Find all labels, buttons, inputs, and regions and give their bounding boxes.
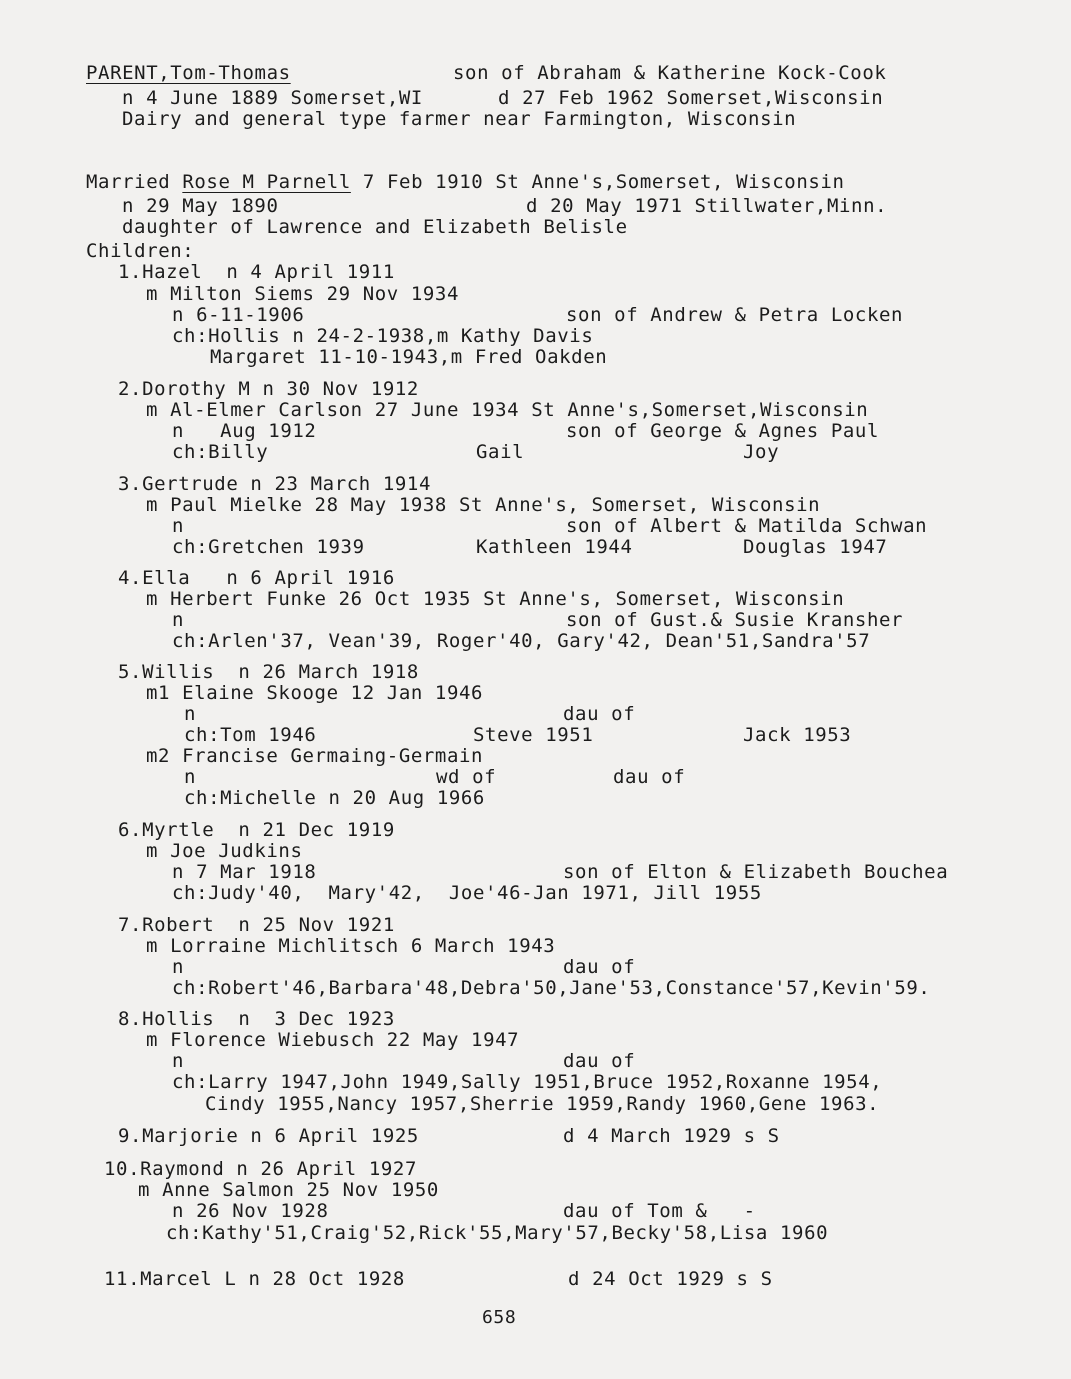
child-8-marriage: m Florence Wiebusch 22 May 1947 <box>146 1029 520 1051</box>
child-8-children: ch:Larry 1947,John 1949,Sally 1951,Bruce 1952,Roxanne 1954, <box>172 1071 883 1093</box>
child-11-name: 11.Marcel L n 28 Oct 1928 <box>104 1268 405 1290</box>
child-2-spouse-parents: son of George & Agnes Paul <box>566 420 880 442</box>
child-9-name: 9.Marjorie n 6 April 1925 <box>118 1125 419 1147</box>
child-2-name: 2.Dorothy M n 30 Nov 1912 <box>118 378 419 400</box>
child-5-name: 5.Willis n 26 March 1918 <box>118 661 419 683</box>
child-4-spouse-birth: n <box>172 609 185 631</box>
child-5-spouse-2-birth: n <box>184 766 197 788</box>
child-1-spouse-parents: son of Andrew & Petra Locken <box>566 304 904 326</box>
child-7-marriage: m Lorraine Michlitsch 6 March 1943 <box>146 935 556 957</box>
child-4-name: 4.Ella n 6 April 1916 <box>118 567 395 589</box>
child-6-marriage: m Joe Judkins <box>146 840 303 862</box>
child-3-child-c: Douglas 1947 <box>743 536 888 558</box>
spouse-birth: n 29 May 1890 <box>122 195 279 217</box>
child-5-child-b: Steve 1951 <box>473 724 594 746</box>
child-7-name: 7.Robert n 25 Nov 1921 <box>118 914 395 936</box>
child-7-spouse-birth: n <box>172 956 185 978</box>
child-6-spouse-birth: n 7 Mar 1918 <box>172 861 317 883</box>
child-1-children-cont: Margaret 11-10-1943,m Fred Oakden <box>210 346 608 368</box>
child-2-child-b: Gail <box>476 441 525 463</box>
subject-birth: n 4 June 1889 Somerset,WI <box>122 87 423 109</box>
child-5-spouse-1-parents: dau of <box>563 703 636 725</box>
child-5-marriage-1: m1 Elaine Skooge 12 Jan 1946 <box>146 682 484 704</box>
child-4-children: ch:Arlen'37, Vean'39, Roger'40, Gary'42, Dean'51,Sandra'57 <box>172 630 871 652</box>
child-3-spouse-parents: son of Albert & Matilda Schwan <box>566 515 928 537</box>
subject-death: d 27 Feb 1962 Somerset,Wisconsin <box>498 87 884 109</box>
page-number: 658 <box>482 1307 517 1328</box>
child-2-child-a: ch:Billy <box>172 441 269 463</box>
child-7-children: ch:Robert'46,Barbara'48,Debra'50,Jane'53,Constance'57,Kevin'59. <box>172 977 931 999</box>
spouse-parents: daughter of Lawrence and Elizabeth Belisle <box>122 216 628 238</box>
child-5-spouse-2-widow: wd of <box>436 766 497 788</box>
child-3-name: 3.Gertrude n 23 March 1914 <box>118 473 432 495</box>
child-1-spouse-birth: n 6-11-1906 <box>172 304 305 326</box>
child-3-child-b: Kathleen 1944 <box>476 536 633 558</box>
children-heading: Children: <box>86 240 195 262</box>
child-6-spouse-parents: son of Elton & Elizabeth Bouchea <box>563 861 949 883</box>
child-2-marriage: m Al-Elmer Carlson 27 June 1934 St Anne's,Somerset,Wisconsin <box>146 399 869 421</box>
spouse-name: Rose M Parnell <box>182 171 351 193</box>
child-8-children-cont: Cindy 1955,Nancy 1957,Sherrie 1959,Randy 1960,Gene 1963. <box>205 1093 880 1115</box>
child-6-name: 6.Myrtle n 21 Dec 1919 <box>118 819 395 841</box>
child-3-child-a: ch:Gretchen 1939 <box>172 536 365 558</box>
child-8-spouse-parents: dau of <box>563 1050 636 1072</box>
spouse-death: d 20 May 1971 Stillwater,Minn. <box>526 195 888 217</box>
marriage-details: 7 Feb 1910 St Anne's,Somerset, Wisconsin <box>362 171 845 193</box>
child-8-spouse-birth: n <box>172 1050 185 1072</box>
subject-occupation: Dairy and general type farmer near Farmington, Wisconsin <box>122 108 797 130</box>
child-3-spouse-birth: n <box>172 515 185 537</box>
child-5-spouse-2-parents: dau of <box>613 766 686 788</box>
child-5-marriage-2: m2 Francise Germaing-Germain <box>146 745 484 767</box>
subject-name: PARENT,Tom-Thomas <box>86 62 291 84</box>
child-4-spouse-parents: son of Gust.& Susie Kransher <box>566 609 904 631</box>
child-10-spouse-parents: dau of Tom & - <box>563 1200 756 1222</box>
child-5-children-2: ch:Michelle n 20 Aug 1966 <box>184 787 485 809</box>
child-9-death: d 4 March 1929 s S <box>563 1125 780 1147</box>
child-5-child-a: ch:Tom 1946 <box>184 724 317 746</box>
child-10-spouse-birth: n 26 Nov 1928 <box>172 1200 329 1222</box>
child-2-spouse-birth: n Aug 1912 <box>172 420 317 442</box>
child-8-name: 8.Hollis n 3 Dec 1923 <box>118 1008 395 1030</box>
child-6-children: ch:Judy'40, Mary'42, Joe'46-Jan 1971, Jill 1955 <box>172 882 762 904</box>
child-1-children: ch:Hollis n 24-2-1938,m Kathy Davis <box>172 325 594 347</box>
child-5-child-c: Jack 1953 <box>743 724 852 746</box>
child-10-marriage: m Anne Salmon 25 Nov 1950 <box>138 1179 439 1201</box>
marriage-prefix: Married <box>86 171 171 193</box>
marriage-line <box>86 171 844 193</box>
child-1-name: 1.Hazel n 4 April 1911 <box>118 261 395 283</box>
child-3-marriage: m Paul Mielke 28 May 1938 St Anne's, Somerset, Wisconsin <box>146 494 821 516</box>
child-11-death: d 24 Oct 1929 s S <box>568 1268 773 1290</box>
subject-parents: son of Abraham & Katherine Kock-Cook <box>453 62 887 84</box>
child-10-name: 10.Raymond n 26 April 1927 <box>104 1158 418 1180</box>
child-10-children: ch:Kathy'51,Craig'52,Rick'55,Mary'57,Becky'58,Lisa 1960 <box>166 1222 829 1244</box>
child-1-marriage: m Milton Siems 29 Nov 1934 <box>146 283 460 305</box>
child-2-child-c: Joy <box>743 441 780 463</box>
child-7-spouse-parents: dau of <box>563 956 636 978</box>
child-4-marriage: m Herbert Funke 26 Oct 1935 St Anne's, Somerset, Wisconsin <box>146 588 845 610</box>
child-5-spouse-1-birth: n <box>184 703 197 725</box>
